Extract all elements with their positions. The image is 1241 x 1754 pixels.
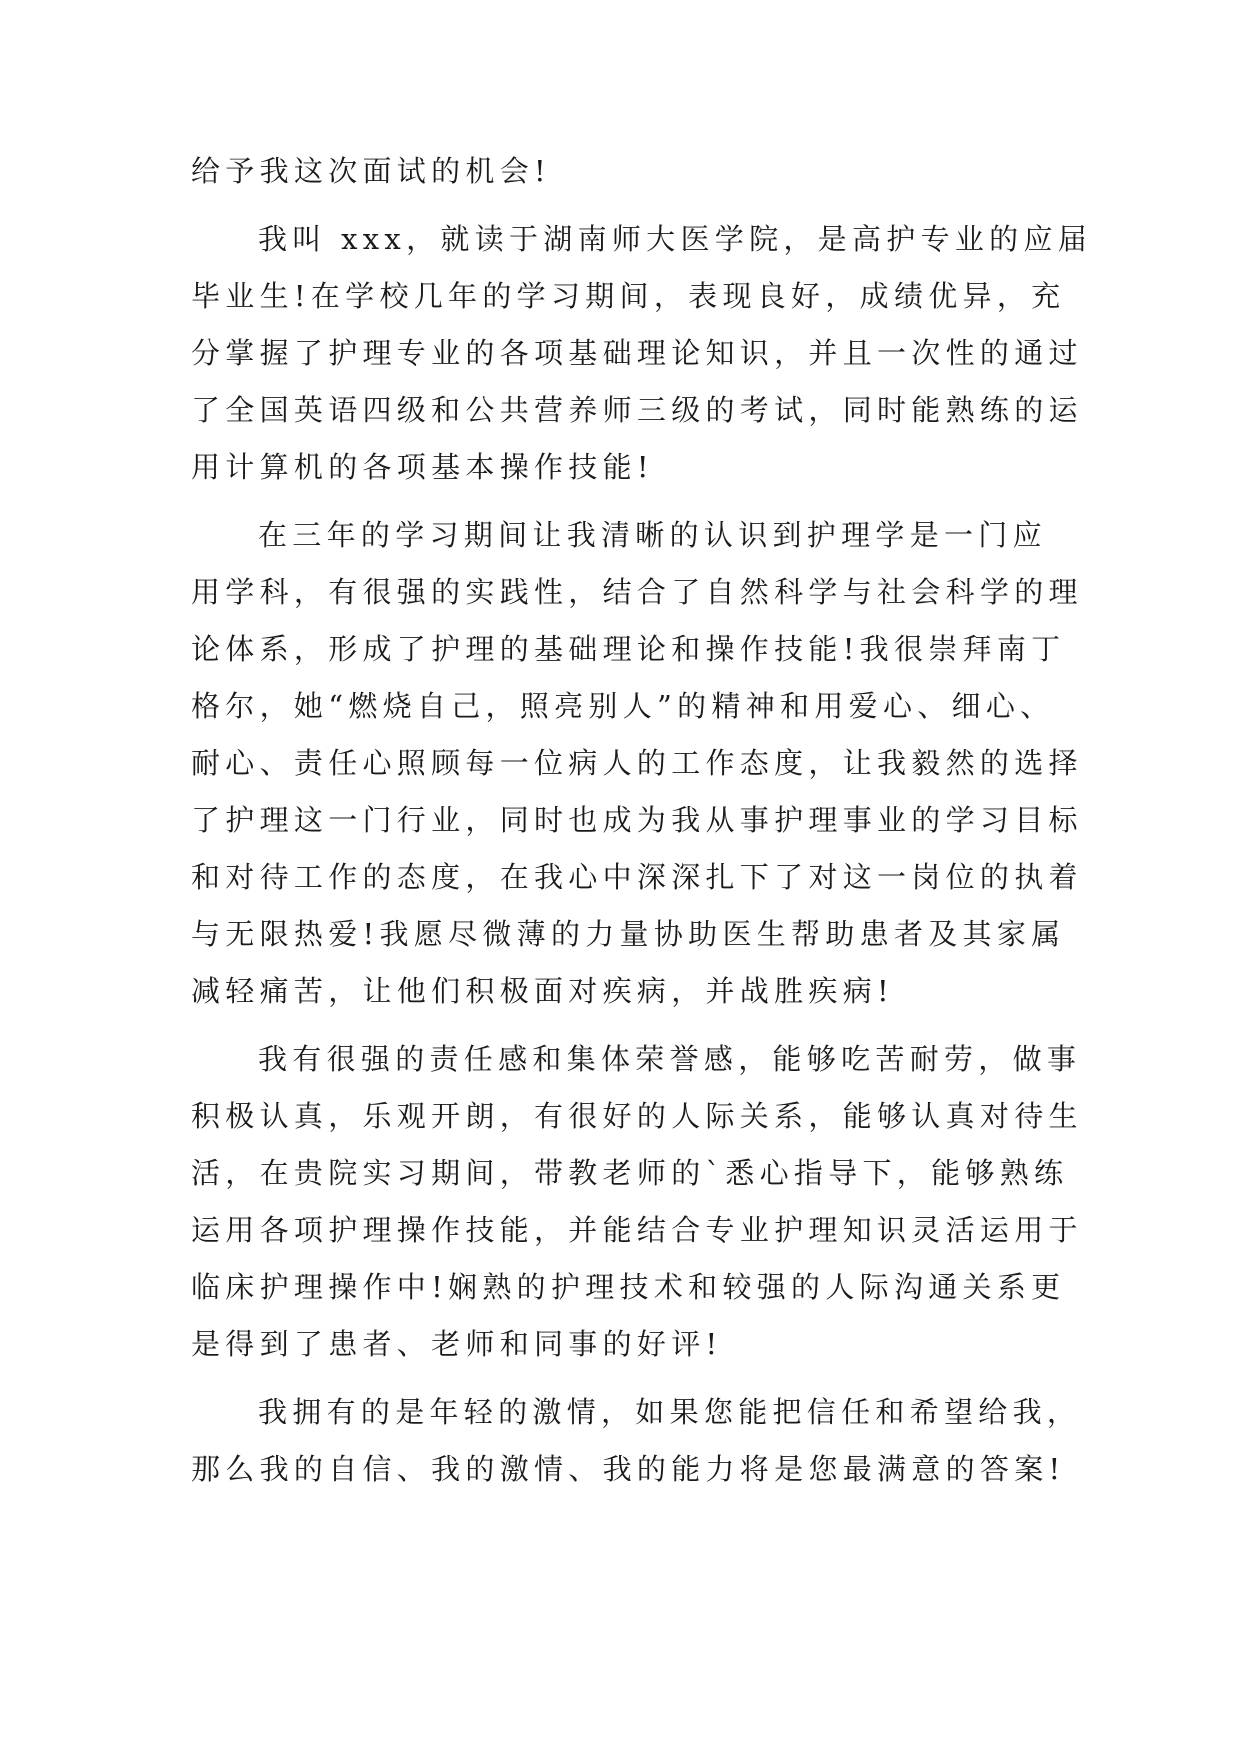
text-line-8: 用学科，有很强的实践性，结合了自然科学与社会科学的理 bbox=[191, 575, 1083, 609]
text-line-6: 用计算机的各项基本操作技能! bbox=[191, 450, 654, 484]
text-line-17: 积极认真，乐观开朗，有很好的人际关系，能够认真对待生 bbox=[191, 1099, 1083, 1133]
text-line-21: 是得到了患者、老师和同事的好评! bbox=[191, 1327, 723, 1361]
text-line-4: 分掌握了护理专业的各项基础理论知识，并且一次性的通过 bbox=[191, 336, 1083, 370]
text-line-7: 在三年的学习期间让我清晰的认识到护理学是一门应 bbox=[258, 518, 1047, 552]
text-line-10: 格尔，她“燃烧自己，照亮别人”的精神和用爱心、细心、 bbox=[191, 689, 1055, 723]
text-line-14: 与无限热爱!我愿尽微薄的力量协助医生帮助患者及其家属 bbox=[191, 917, 1066, 951]
text-line-18: 活，在贵院实习期间，带教老师的`悉心指导下，能够熟练 bbox=[191, 1156, 1069, 1190]
text-line-19: 运用各项护理操作技能，并能结合专业护理知识灵活运用于 bbox=[191, 1213, 1083, 1247]
text-line-3: 毕业生!在学校几年的学习期间，表现良好，成绩优异，充 bbox=[191, 279, 1066, 313]
text-line-22: 我拥有的是年轻的激情，如果您能把信任和希望给我， bbox=[258, 1395, 1082, 1429]
text-line-5: 了全国英语四级和公共营养师三级的考试，同时能熟练的运 bbox=[191, 393, 1083, 427]
text-line-16: 我有很强的责任感和集体荣誉感，能够吃苦耐劳，做事 bbox=[258, 1042, 1082, 1076]
text-line-1: 给予我这次面试的机会! bbox=[191, 154, 551, 188]
text-line-15: 减轻痛苦，让他们积极面对疾病，并战胜疾病! bbox=[191, 974, 894, 1008]
text-line-23: 那么我的自信、我的激情、我的能力将是您最满意的答案! bbox=[191, 1452, 1066, 1486]
text-line-9: 论体系，形成了护理的基础理论和操作技能!我很崇拜南丁 bbox=[191, 632, 1066, 666]
text-line-12: 了护理这一门行业，同时也成为我从事护理事业的学习目标 bbox=[191, 803, 1083, 837]
text-line-11: 耐心、责任心照顾每一位病人的工作态度，让我毅然的选择 bbox=[191, 746, 1083, 780]
text-line-13: 和对待工作的态度，在我心中深深扎下了对这一岗位的执着 bbox=[191, 860, 1083, 894]
text-line-20: 临床护理操作中!娴熟的护理技术和较强的人际沟通关系更 bbox=[191, 1270, 1066, 1304]
text-line-2: 我叫 xxx，就读于湖南师大医学院，是高护专业的应届 bbox=[258, 222, 1093, 256]
